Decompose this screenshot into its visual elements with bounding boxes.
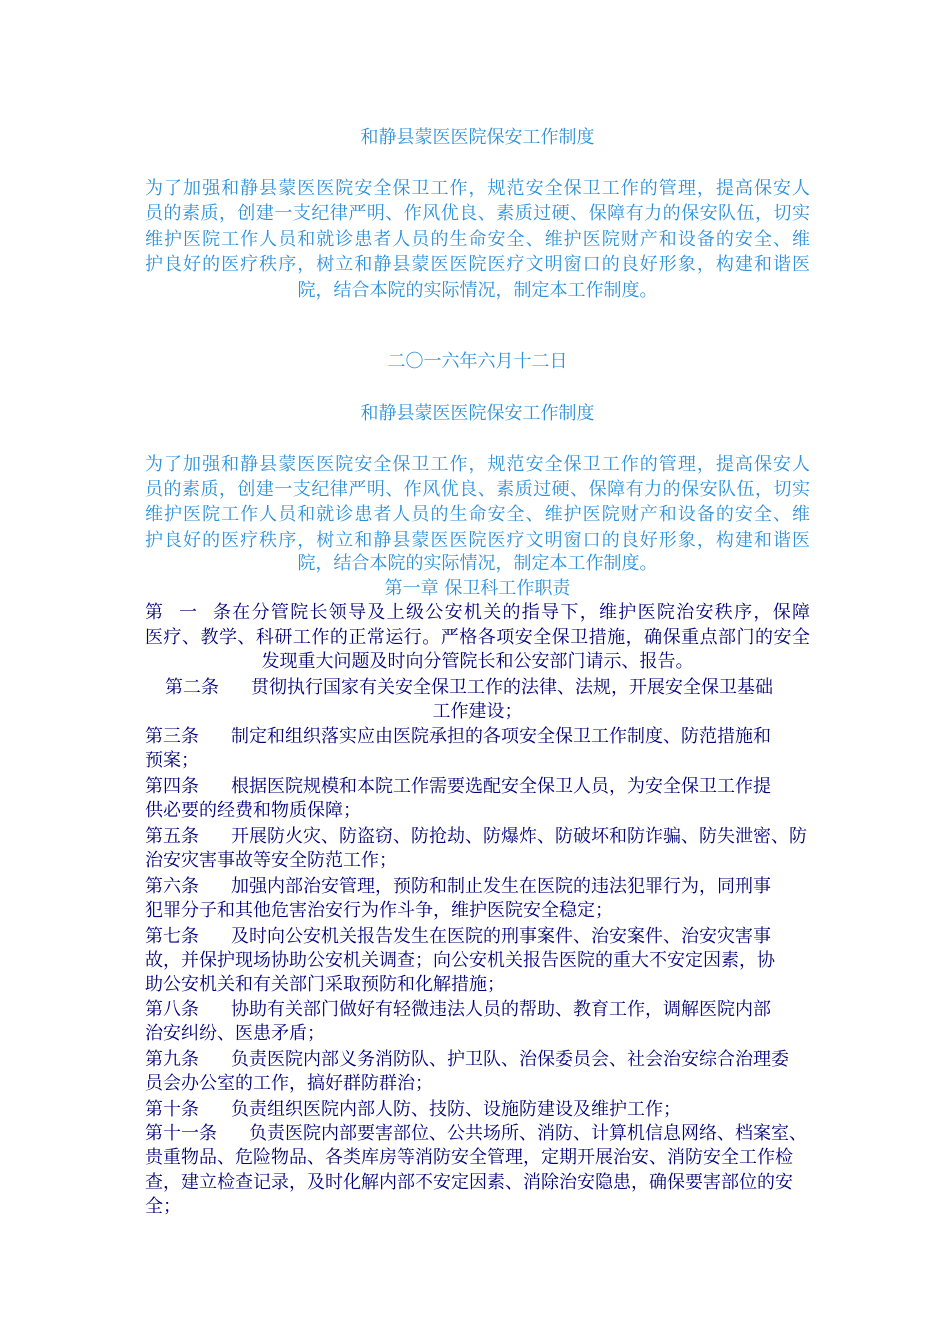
article-first-line	[145, 1122, 810, 1146]
article-line: 贵重物品、危险物品、各类库房等消防安全管理，定期开展治安、消防安全工作检	[145, 1147, 793, 1168]
intro-line: 护良好的医疗秩序，树立和静县蒙医医院医疗文明窗口的良好形象，构建和谐医	[145, 530, 810, 551]
intro-line: 院，结合本院的实际情况，制定本工作制度。	[297, 553, 658, 574]
article-line: 查，建立检查记录，及时化解内部不安定因素、消除治安隐患，确保要害部位的安	[145, 1172, 793, 1193]
article-label: 第十一条	[145, 1123, 217, 1144]
article-line: 助公安机关和有关部门采取预防和化解措施；	[145, 974, 505, 995]
article-line: 员会办公室的工作，搞好群防群治；	[145, 1073, 433, 1094]
intro-line: 院，结合本院的实际情况，制定本工作制度。	[297, 280, 658, 301]
article-text: 负责组织医院内部人防、技防、设施防建设及维护工作；	[231, 1099, 681, 1120]
article-label: 第一条	[145, 602, 231, 623]
article-line: 治安灾害事故等安全防范工作；	[145, 850, 397, 871]
page-title: 和静县蒙医医院保安工作制度	[360, 127, 595, 148]
article-label: 第十条	[145, 1099, 199, 1120]
article-label: 第三条	[145, 726, 199, 747]
intro-line: 维护医院工作人员和就诊患者人员的生命安全、维护医院财产和设备的安全、维	[145, 229, 810, 250]
article-line: 治安纠纷、医患矛盾；	[145, 1023, 325, 1044]
article-first-line	[145, 825, 810, 849]
article-label: 第七条	[145, 926, 199, 947]
article-line: 发现重大问题及时向分管院长和公安部门请示、报告。	[261, 651, 694, 672]
intro-line: 护良好的医疗秩序，树立和静县蒙医医院医疗文明窗口的良好形象，构建和谐医	[145, 254, 810, 275]
article-first-line	[145, 725, 810, 749]
article-text: 加强内部治安管理，预防和制止发生在医院的违法犯罪行为，同刑事	[231, 876, 771, 897]
article-text: 在分管院长领导及上级公安机关的指导下，维护医院治安秩序，保障	[231, 602, 810, 623]
article-line: 工作建设；	[432, 701, 523, 722]
article-label: 第五条	[145, 826, 199, 847]
intro-line: 维护医院工作人员和就诊患者人员的生命安全、维护医院财产和设备的安全、维	[145, 504, 810, 525]
article-first-line	[165, 676, 810, 700]
article-text: 开展防火灾、防盗窃、防抢劫、防爆炸、防破坏和防诈骗、防失泄密、防	[231, 826, 807, 847]
article-text: 负责医院内部义务消防队、护卫队、治保委员会、社会治安综合治理委	[231, 1049, 789, 1070]
article-label: 第九条	[145, 1049, 199, 1070]
article-first-line	[145, 775, 810, 799]
document-date: 二〇一六年六月十二日	[387, 351, 568, 372]
article-line: 预案；	[145, 750, 199, 771]
article-text: 负责医院内部要害部位、公共场所、消防、计算机信息网络、档案室、	[249, 1123, 807, 1144]
intro-line: 为了加强和静县蒙医医院安全保卫工作，规范安全保卫工作的管理，提高保安人	[145, 178, 810, 199]
article-line: 全；	[145, 1196, 181, 1217]
section-title: 和静县蒙医医院保安工作制度	[360, 403, 595, 424]
article-text: 贯彻执行国家有关安全保卫工作的法律、法规，开展安全保卫基础	[251, 677, 773, 698]
article-first-line	[145, 998, 810, 1022]
article-first-line	[145, 601, 810, 625]
article-line: 供必要的经费和物质保障；	[145, 800, 361, 821]
article-first-line	[145, 925, 810, 949]
article-line: 犯罪分子和其他危害治安行为作斗争，维护医院安全稳定；	[145, 900, 613, 921]
article-line: 故，并保护现场协助公安机关调查；向公安机关报告医院的重大不安定因素，协	[145, 950, 775, 971]
article-text: 制定和组织落实应由医院承担的各项安全保卫工作制度、防范措施和	[231, 726, 771, 747]
article-first-line	[145, 1098, 810, 1122]
article-text: 根据医院规模和本院工作需要选配安全保卫人员，为安全保卫工作提	[231, 776, 771, 797]
article-label: 第二条	[165, 677, 219, 698]
article-first-line	[145, 1048, 810, 1072]
chapter-title: 第一章 保卫科工作职责	[384, 578, 571, 599]
article-label: 第六条	[145, 876, 199, 897]
article-line: 医疗、教学、科研工作的正常运行。严格各项安全保卫措施，确保重点部门的安全	[145, 627, 810, 648]
article-text: 协助有关部门做好有轻微违法人员的帮助、教育工作，调解医院内部	[231, 999, 771, 1020]
article-text: 及时向公安机关报告发生在医院的刑事案件、治安案件、治安灾害事	[231, 926, 771, 947]
article-label: 第四条	[145, 776, 199, 797]
article-first-line	[145, 875, 810, 899]
intro-line: 员的素质，创建一支纪律严明、作风优良、素质过硬、保障有力的保安队伍，切实	[145, 203, 810, 224]
article-label: 第八条	[145, 999, 199, 1020]
intro-line: 员的素质，创建一支纪律严明、作风优良、素质过硬、保障有力的保安队伍，切实	[145, 479, 810, 500]
intro-line: 为了加强和静县蒙医医院安全保卫工作，规范安全保卫工作的管理，提高保安人	[145, 454, 810, 475]
